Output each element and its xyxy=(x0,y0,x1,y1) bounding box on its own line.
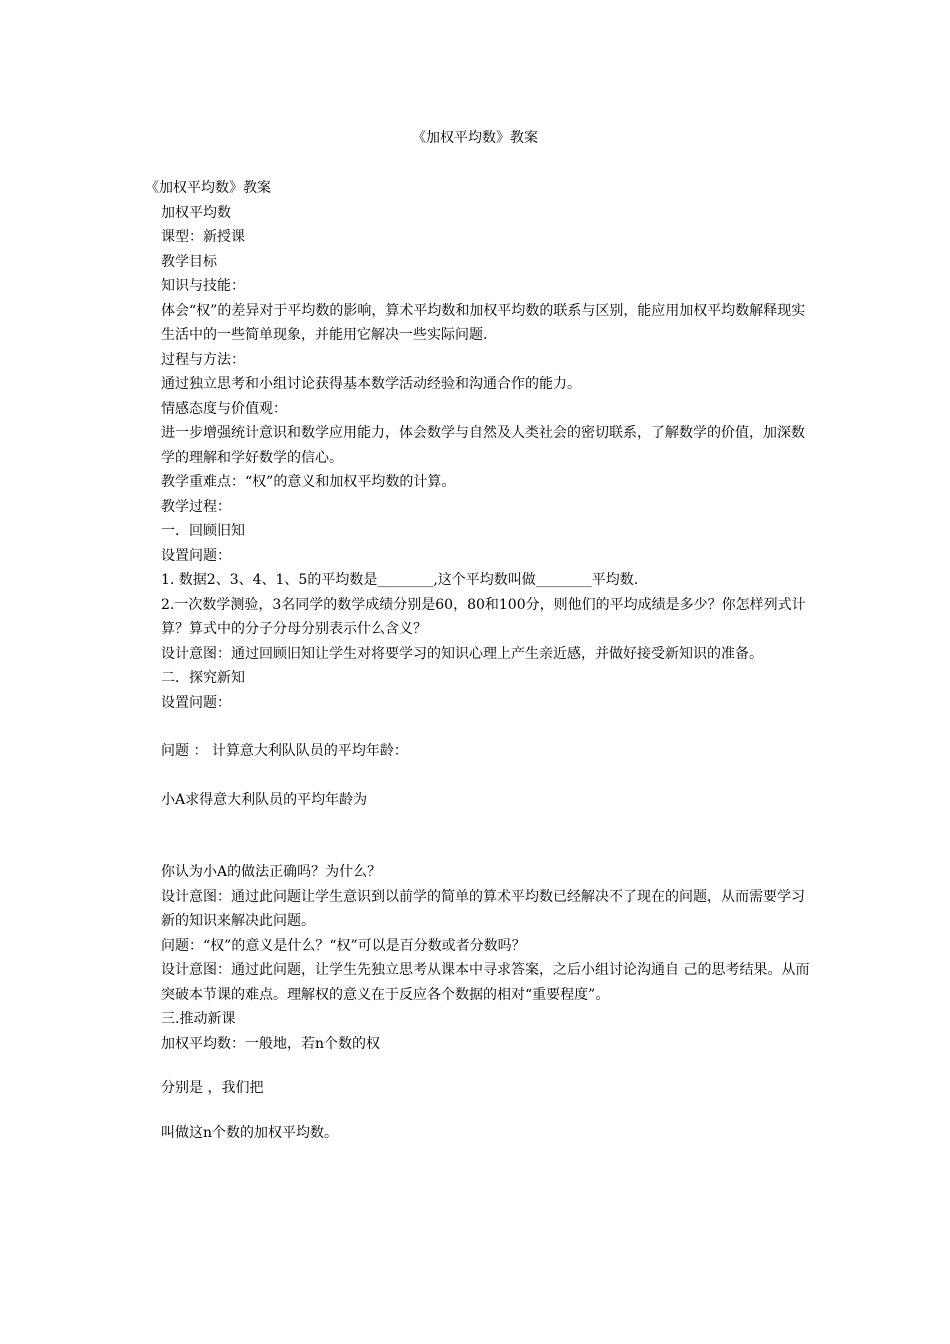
subheading-process: 过程与方法： xyxy=(161,351,245,368)
weights-line: 分别是 ，我们把 xyxy=(161,1080,264,1096)
section-explore: 二．探究新知 xyxy=(161,670,245,686)
question-2: 2.一次数学测验，3名同学的数学成绩分别是60，80和100分，则他们的平均成绩是多少？你怎样列式计算？算式中的分子分母分别表示什么含义？ xyxy=(161,596,806,637)
problem-italy-age: 问题 ： 计算意大利队队员的平均年龄： xyxy=(161,743,408,759)
weighted-mean-definition: 加权平均数：一般地，若n个数的权 xyxy=(161,1035,381,1052)
design-intent-2: 设计意图：通过此问题让学生意识到以前学的简单的算术平均数已经解决不了现在的问题，从而需要学习新的知识来解决此问题。 xyxy=(161,888,805,929)
body-heading: 《加权平均数》教案 xyxy=(145,180,271,196)
is-correct-question: 你认为小A的做法正确吗？为什么？ xyxy=(161,864,382,880)
set-question-label-2: 设置问题： xyxy=(161,694,231,711)
process-paragraph: 通过独立思考和小组讨论获得基本数学活动经验和沟通合作的能力。 xyxy=(161,376,581,392)
section-new-lesson: 三.推动新课 xyxy=(161,1011,236,1027)
design-intent-1: 设计意图：通过回顾旧知让学生对将要学习的知识心理上产生亲近感，并做好接受新知识的准备。 xyxy=(161,645,763,662)
section-objectives: 教学目标 xyxy=(161,253,217,270)
lesson-name: 加权平均数 xyxy=(161,204,231,221)
attitude-paragraph: 进一步增强统计意识和数学应用能力，体会数学与自然及人类社会的密切联系，了解数学的价值，加深数学的理解和学好数学的信心。 xyxy=(161,425,805,466)
key-points: 教学重难点：“权”的意义和加权平均数的计算。 xyxy=(161,474,456,490)
weight-meaning-question: 问题：“权”的意义是什么？“权”可以是百分数或者分数吗？ xyxy=(161,937,526,954)
question-1: 1. 数据2、3、4、1、5的平均数是________,这个平均数叫做________平均数. xyxy=(161,572,639,588)
subheading-attitude: 情感态度与价值观： xyxy=(161,400,287,417)
definition-end: 叫做这n个数的加权平均数。 xyxy=(161,1124,339,1141)
set-question-label: 设置问题： xyxy=(161,547,231,564)
student-a-result: 小A求得意大利队员的平均年龄为 xyxy=(161,791,368,808)
document-title: 《加权平均数》教案 xyxy=(412,130,538,146)
lesson-type: 课型：新授课 xyxy=(161,229,245,245)
subheading-knowledge: 知识与技能： xyxy=(161,278,245,294)
section-review: 一．回顾旧知 xyxy=(161,523,245,539)
design-intent-3: 设计意图：通过此问题，让学生先独立思考从课本中寻求答案，之后小组讨论沟通自 己的思考结果。从而突破本节课的难点。理解权的意义在于反应各个数据的相对“重要程度”。 xyxy=(161,962,810,1003)
knowledge-paragraph: 体会“权”的差异对于平均数的影响，算术平均数和加权平均数的联系与区别，能应用加权平均数解释现实生活中的一些简单现象，并能用它解决一些实际问题. xyxy=(161,302,806,343)
subheading-procedure: 教学过程： xyxy=(161,498,231,515)
document-body xyxy=(145,176,810,1145)
